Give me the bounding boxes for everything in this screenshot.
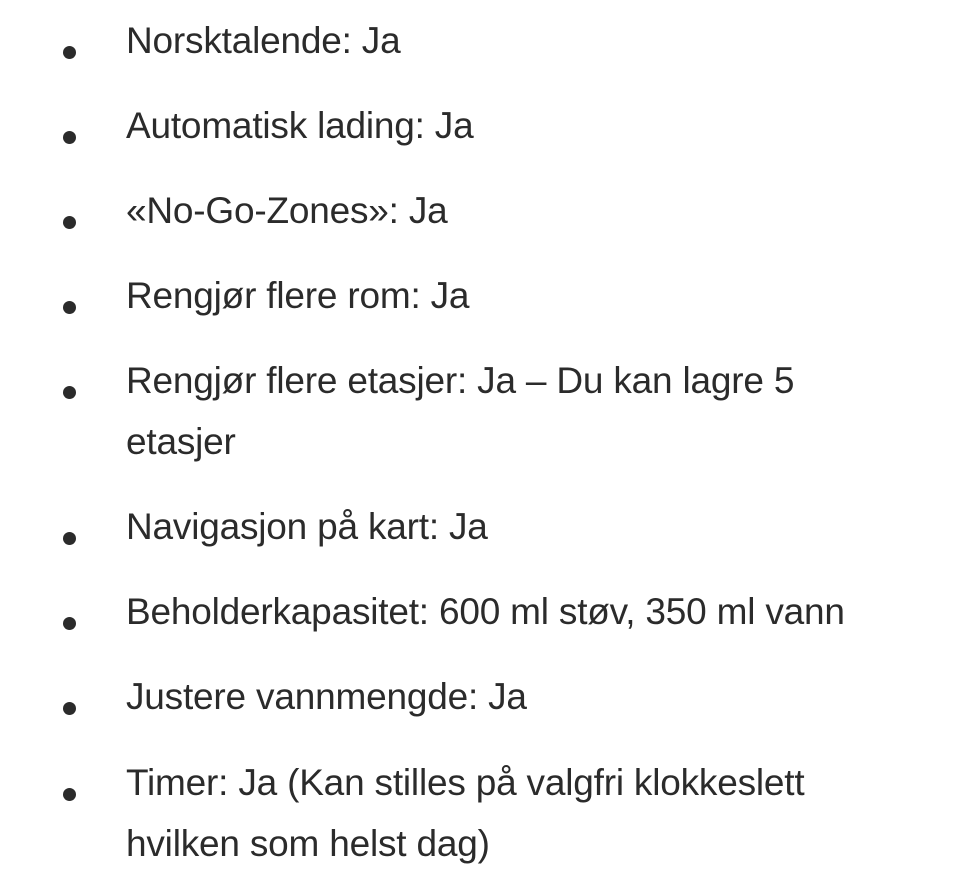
list-item-text: Timer: Ja (Kan stilles på valgfri klokkeslett	[126, 762, 805, 803]
list-item-text: «No-Go-Zones»: Ja	[126, 190, 448, 231]
bullet-icon	[63, 301, 76, 314]
list-item-text: Rengjør flere rom: Ja	[126, 275, 470, 316]
bullet-icon	[63, 386, 76, 399]
bullet-icon	[63, 216, 76, 229]
bullet-icon	[63, 532, 76, 545]
list-item-text: Justere vannmengde: Ja	[126, 676, 527, 717]
bullet-icon	[63, 788, 76, 801]
list-item-text-continued: hvilken som helst dag)	[126, 823, 490, 864]
bullet-icon	[63, 46, 76, 59]
list-item-text-continued: etasjer	[126, 421, 236, 462]
bullet-icon	[63, 131, 76, 144]
bullet-icon	[63, 702, 76, 715]
list-item-text: Navigasjon på kart: Ja	[126, 506, 488, 547]
list-item-text: Norsktalende: Ja	[126, 20, 401, 61]
list-item-text: Automatisk lading: Ja	[126, 105, 474, 146]
list-item-text: Beholderkapasitet: 600 ml støv, 350 ml vann	[126, 591, 845, 632]
list-item-text: Rengjør flere etasjer: Ja – Du kan lagre 5	[126, 360, 795, 401]
bullet-icon	[63, 617, 76, 630]
